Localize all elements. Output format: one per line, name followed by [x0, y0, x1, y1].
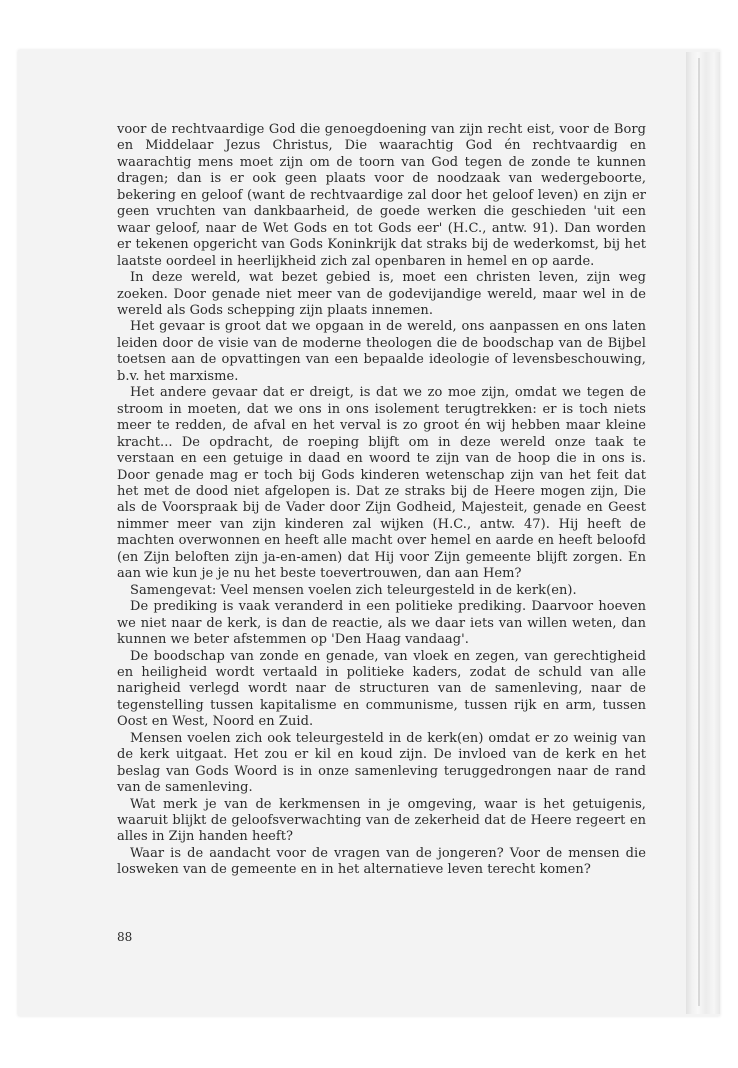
paragraph-9: Wat merk je van de kerkmensen in je omgeving, waar is het getuigenis, waaruit blijkt de geloofsverwachting van de zekerheid dat de Heere regeert en alles in Zijn handen heeft?: [117, 796, 646, 845]
page-stack-edge: [686, 52, 720, 1014]
paragraph-5: Samengevat: Veel mensen voelen zich teleurgesteld in de kerk(en).: [130, 582, 577, 598]
paragraph-7: De boodschap van zonde en genade, van vloek en zegen, van gerechtigheid en heiligheid wordt vertaald in politieke kaders, zodat de schuld van alle narigheid verlegd wordt naar de structuren van de samenleving, naar de tegenstelling tussen kapitalisme en communisme, tussen rijk en arm, tussen Oost en West, Noord en Zuid.: [117, 648, 646, 730]
paragraph-4: Het andere gevaar dat er dreigt, is dat we zo moe zijn, omdat we tegen de stroom in moeten, dat we ons in ons isolement terugtrekken: er is toch niets meer te redden, de afval en het verval is zo groot én wij hebben maar kleine kracht... De opdracht, de roeping blijft om in deze wereld onze taak te verstaan en een getuige in daad en woord te zijn van de hoop die in ons is. Door genade mag er toch bij Gods kinderen wetenschap zijn van het feit dat het met de dood niet afgelopen is. Dat ze straks bij de Heere mogen zijn, Die als de Voorspraak bij de Vader door Zijn Godheid, Majesteit, genade en Geest nimmer meer van zijn kinderen zal wijken (H.C., antw. 47). Hij heeft de machten overwonnen en heeft alle macht over hemel en aarde en heeft beloofd (en Zijn beloften zijn ja-en-amen) dat Hij voor Zijn gemeente blijft zorgen. En aan wie kun je je nu het beste toevertrouwen, dan aan Hem?: [117, 385, 646, 582]
paragraph-10: Waar is de aandacht voor de vragen van de jongeren? Voor de mensen die losweken van de gemeente en in het alternatieve leven terecht komen?: [117, 845, 646, 878]
paragraph-8: Mensen voelen zich ook teleurgesteld in de kerk(en) omdat er zo weinig van de kerk uitgaat. Het zou er kil en koud zijn. De invloed van de kerk en het beslag van Gods Woord is in onze samenleving teruggedrongen naar de rand van de samenleving.: [117, 730, 646, 796]
page-number: 88: [117, 930, 133, 944]
paragraph-1: voor de rechtvaardige God die genoegdoening van zijn recht eist, voor de Borg en Middelaar Jezus Christus, Die waarachtig God én rechtvaardig en waarachtig mens moet zijn om de toorn van God tegen de zonde te kunnen dragen; dan is er ook geen plaats voor de noodzaak van wedergeboorte, bekering en geloof (want de rechtvaardige zal door het geloof leven) en zijn er geen vruchten van dankbaarheid, de goede werken die geschieden 'uit een waar geloof, naar de Wet Gods en tot Gods eer' (H.C., antw. 91). Dan worden er tekenen opgericht van Gods Koninkrijk dat straks bij de wederkomst, bij het laatste oordeel in heerlijkheid zich zal openbaren in hemel en op aarde.: [117, 122, 646, 269]
paragraph-2: In deze wereld, wat bezet gebied is, moet een christen leven, zijn weg zoeken. Door genade niet meer van de godevijandige wereld, maar wel in de wereld als Gods schepping zijn plaats innemen.: [117, 270, 646, 318]
paragraph-6: De prediking is vaak veranderd in een politieke prediking. Daarvoor hoeven we niet naar de kerk, is dan de reactie, als we daar iets van willen weten, dan kunnen we beter afstemmen op 'Den Haag vandaag'.: [117, 599, 646, 648]
paragraph-3: Het gevaar is groot dat we opgaan in de wereld, ons aanpassen en ons laten leiden door de visie van de moderne theologen die de boodschap van de Bijbel toetsen aan de opvattingen van een bepaalde ideologie of levensbeschouwing, b.v. het marxisme.: [117, 319, 646, 384]
body-text: [117, 122, 646, 879]
